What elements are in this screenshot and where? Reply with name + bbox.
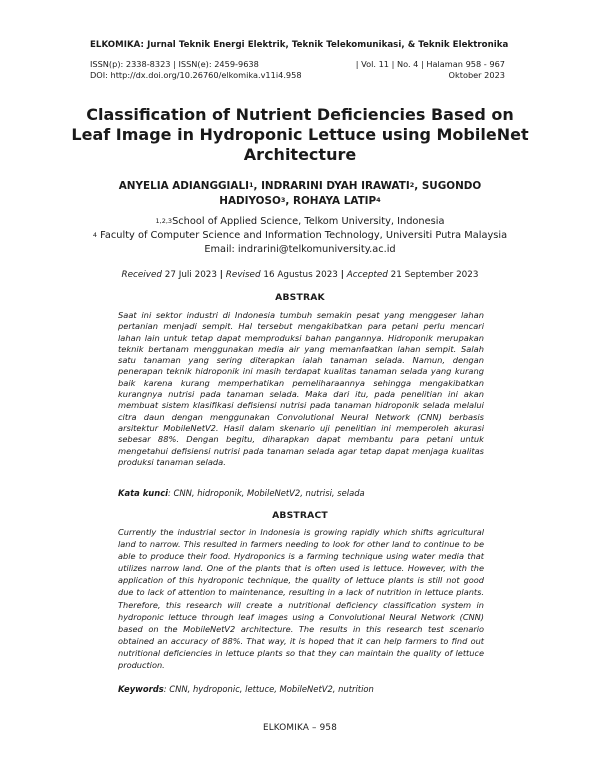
- contact-email: Email: indrarini@telkomuniversity.ac.id: [204, 244, 396, 255]
- page-footer: ELKOMIKA – 958: [262, 723, 338, 733]
- kata-kunci-values: : CNN, hidroponik, MobileNetV2, nutrisi, selada: [168, 488, 365, 498]
- keywords-label: Keywords: [118, 684, 164, 694]
- journal-name: ELKOMIKA: Jurnal Teknik Energi Elektrik, Teknik Telekomunikasi, & Teknik Elektronika: [90, 40, 509, 50]
- issue-date: Oktober 2023: [448, 70, 505, 80]
- identifiers-block: [90, 59, 302, 81]
- affiliation-2: [80, 229, 520, 243]
- revised-date: 16 Agustus 2023: [263, 270, 338, 280]
- abstract-heading: ABSTRACT: [272, 510, 328, 521]
- author-3-sup: 3: [280, 196, 286, 204]
- revised-label: Revised: [225, 270, 261, 280]
- author-1-sup: 1: [248, 181, 254, 189]
- abstrak-text: Saat ini sektor industri di Indonesia tumbuh semakin pesat yang menggeser lahan pertanian menjadi sempit. Hal tersebut mengakibatkan para petani perlu mencari lahan lain untuk tetap dapat memproduksi bahan pangannya. Hidroponik merupakan teknik bertanam menggunakan media air yang memanfaatkan lahan sempit. Salah satu tanaman yang sering diterapkan ialah tanaman selada. Namun, dengan penerapan teknik hidroponik ini masih terdapat kualitas tanaman selada yang kurang baik karena kurang memperhatikan pemeliharaannya sehingga mengakibatkan kurangnya nutrisi pada tanaman selada. Maka dari itu, pada penelitian ini akan membuat sistem klasifikasi defisiensi nutrisi pada tanaman hidroponik selada melalui citra daun dengan menggunakan Convolutional Neural Network (CNN) berbasis arsitektur MobileNetV2. Hasil dalam skenario uji penelitian ini memperoleh akurasi sebesar 88%. Dengan begitu, diharapkan dapat membantu para petani untuk mengetahui defisiensi nutrisi pada tanaman selada agar tetap dapat menjaga kualitas produksi tanaman selada.: [118, 310, 484, 467]
- doi: DOI: http://dx.doi.org/10.26760/elkomika.v11i4.958: [90, 70, 302, 80]
- author-3: SUGONDO HADIYOSO: [219, 180, 482, 207]
- volume-info: | Vol. 11 | No. 4 | Halaman 958 - 967: [355, 59, 505, 69]
- affiliation-1-text: School of Applied Science, Telkom University, Indonesia: [172, 216, 445, 227]
- accepted-label: Accepted: [346, 270, 388, 280]
- affiliation-2-sup: 4: [92, 231, 98, 239]
- kata-kunci: [118, 488, 488, 498]
- keywords-values: : CNN, hydroponic, lettuce, MobileNetV2, nutrition: [163, 684, 374, 694]
- affiliation-2-text: Faculty of Computer Science and Information Technology, Universiti Putra Malaysia: [100, 230, 508, 241]
- author-4-sup: 4: [376, 196, 381, 204]
- author-4: ROHAYA LATIP: [292, 195, 377, 207]
- author-2-sup: 2: [409, 181, 415, 189]
- author-2: INDRARINI DYAH IRAWATI: [261, 180, 410, 192]
- article-dates: Received 27 Juli 2023 | Revised 16 Agustus 2023 | Accepted 21 September 2023: [121, 270, 479, 280]
- keywords: [118, 684, 488, 694]
- issn: ISSN(p): 2338-8323 | ISSN(e): 2459-9638: [90, 59, 259, 69]
- received-label: Received: [121, 270, 162, 280]
- abstrak-heading: ABSTRAK: [275, 292, 325, 303]
- abstract-text: Currently the industrial sector in Indonesia is growing rapidly which shifts agricultural land to narrow. This resulted in farmers needing to look for other land to continue to be able to produce their food. Hydroponics is a farming technique using water media that utilizes narrow land. One of the plants that is often used is lettuce. However, with the application of this hydroponic technique, the quality of lettuce plants is still not good due to lack of attention to maintenance, resulting in a lack of nutrition in lettuce plants. Therefore, this research will create a nutritional deficiency classification system in hydroponic lettuce through leaf images using a Convolutional Neural Network (CNN) based on the MobileNetV2 architecture. The results in this research test scenario obtained an accuracy of 88%. That way, it is hoped that it can help farmers to find out nutritional deficiencies in lettuce plants so that they can maintain the quality of lettuce production.: [118, 527, 484, 671]
- accepted-date: 21 September 2023: [390, 270, 479, 280]
- affiliation-1-sup: 1,2,3: [155, 217, 173, 225]
- affiliation-1: [80, 215, 520, 229]
- author-list: ANYELIA ADIANGGIALI$^1$, INDRARINI DYAH IRAWATI$^2$, SUGONDO HADIYOSO$^3$, ROHAYA LATIP$^4$: [118, 180, 482, 207]
- paper-title: Classification of Nutrient Deficiencies Based on Leaf Image in Hydroponic Lettuce using MobileNet Architecture: [71, 105, 529, 164]
- issue-block: [356, 59, 505, 81]
- author-1: ANYELIA ADIANGGIALI: [118, 180, 249, 192]
- affiliations: [80, 215, 520, 257]
- kata-kunci-label: Kata kunci: [118, 488, 169, 498]
- received-date: 27 Juli 2023: [164, 270, 217, 280]
